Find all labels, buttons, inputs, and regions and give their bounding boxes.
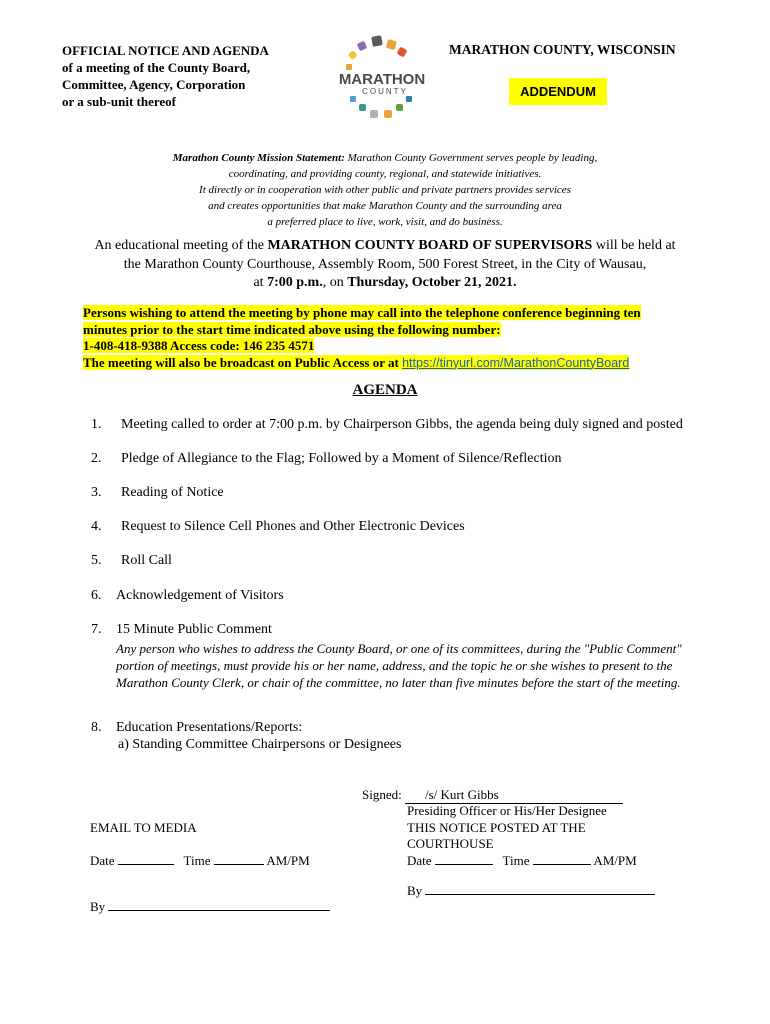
heading-line: Committee, Agency, Corporation (62, 77, 246, 92)
presiding-officer: Presiding Officer or His/Her Designee (407, 803, 607, 818)
board-name: MARATHON COUNTY BOARD OF SUPERVISORS (267, 238, 593, 253)
agenda-item: Acknowledgement of Visitors (116, 588, 284, 603)
time-label: Time (502, 853, 530, 868)
posted-by (407, 883, 655, 899)
phone-number: 1-408-418-9388 Access code: 146 235 4571 (83, 338, 315, 353)
mission-statement (120, 150, 650, 230)
by-blank (425, 894, 655, 895)
agenda-item: Request to Silence Cell Phones and Other Electronic Devices (121, 519, 465, 534)
heading-line: of a meeting of the County Board, (62, 60, 251, 75)
logo-subtext: COUNTY (362, 87, 408, 96)
intro-text: An educational meeting of the (94, 238, 268, 253)
mission-label: Marathon County Mission Statement: (172, 152, 345, 164)
by-label: By (90, 899, 106, 914)
broadcast-text: The meeting will also be broadcast on Public Access or at (83, 354, 403, 370)
mission-line: It directly or in cooperation with other public and private partners provides services (199, 184, 571, 196)
agenda-item: Meeting called to order at 7:00 p.m. by Chairperson Gibbs, the agenda being duly signed and posted (121, 417, 683, 432)
agenda-item: Roll Call (121, 553, 172, 568)
logo-text: MARATHON (338, 71, 426, 88)
meeting-time: 7:00 p.m. (267, 275, 323, 290)
posted-notice: THIS NOTICE POSTED AT THE (407, 820, 586, 835)
mission-line: Marathon County Government serves people by leading, (344, 152, 598, 164)
mission-line: a preferred place to live, work, visit, and do business. (267, 216, 503, 228)
ampm-label: AM/PM (593, 853, 637, 868)
agenda-title: AGENDA (352, 382, 418, 398)
date-label: Date (407, 853, 432, 868)
agenda-sub-item: a) Standing Committee Chairpersons or Designees (118, 737, 402, 752)
agenda-item-number: 2. (91, 451, 102, 466)
phone-instructions: minutes prior to the start time indicated above using the following number: (83, 321, 501, 337)
notice-heading (62, 42, 269, 110)
agenda-item-number: 4. (91, 519, 102, 534)
signed-label: Signed: (362, 787, 402, 802)
posted-date-time (407, 853, 637, 869)
phone-conference-info (83, 305, 693, 371)
by-blank (108, 910, 330, 911)
agenda-item-number: 7. (91, 622, 102, 637)
marathon-county-logo (332, 32, 432, 124)
heading-line: OFFICIAL NOTICE AND AGENDA (62, 43, 269, 58)
intro-text: , on (322, 275, 348, 290)
time-blank (533, 864, 591, 865)
time-blank (214, 864, 264, 865)
media-by (90, 899, 330, 915)
phone-instructions: Persons wishing to attend the meeting by phone may call into the telephone conference beginning ten (83, 305, 641, 320)
date-blank (435, 864, 493, 865)
addendum-badge: ADDENDUM (509, 78, 607, 105)
intro-location: the Marathon County Courthouse, Assembly Room, 500 Forest Street, in the City of Wausau, (123, 256, 647, 272)
heading-line: or a sub-unit thereof (62, 94, 176, 109)
date-label: Date (90, 853, 115, 868)
mission-line: and creates opportunities that make Marathon County and the surrounding area (208, 200, 562, 212)
signed-name: /s/ Kurt Gibbs (405, 787, 623, 804)
intro-text: at (253, 275, 268, 290)
date-blank (118, 864, 174, 865)
agenda-item-number: 8. (91, 720, 102, 735)
agenda-item-number: 3. (91, 485, 102, 500)
meeting-intro (70, 237, 700, 293)
intro-text: will be held at (592, 238, 676, 253)
agenda-item: Education Presentations/Reports: (116, 720, 303, 735)
agenda-item-number: 5. (91, 553, 102, 568)
agenda-item-number: 1. (91, 417, 102, 432)
mission-line: coordinating, and providing county, regional, and statewide initiatives. (228, 168, 542, 180)
agenda-item: Pledge of Allegiance to the Flag; Followed by a Moment of Silence/Reflection (121, 451, 562, 466)
posted-notice: COURTHOUSE (407, 836, 494, 851)
time-label: Time (183, 853, 211, 868)
by-label: By (407, 883, 423, 898)
email-media-label: EMAIL TO MEDIA (90, 820, 197, 835)
broadcast-link[interactable]: https://tinyurl.com/MarathonCountyBoard (402, 355, 630, 370)
agenda-item: Reading of Notice (121, 485, 224, 500)
county-title: MARATHON COUNTY, WISCONSIN (449, 42, 676, 57)
ampm-label: AM/PM (266, 853, 310, 868)
agenda-item-number: 6. (91, 588, 102, 603)
public-comment-note: Any person who wishes to address the County Board, or one of its committees, during the "Public Comment" portion of meetings, must provide his or her name, address, and the topic he or she wishes to present to the Marathon County Clerk, or chair of the committee, no later than five minutes before the start of the meeting. (116, 641, 682, 690)
media-date-time (90, 853, 310, 869)
agenda-item: 15 Minute Public Comment (116, 622, 272, 637)
meeting-date: Thursday, October 21, 2021. (347, 275, 517, 290)
signature-line (362, 787, 623, 804)
